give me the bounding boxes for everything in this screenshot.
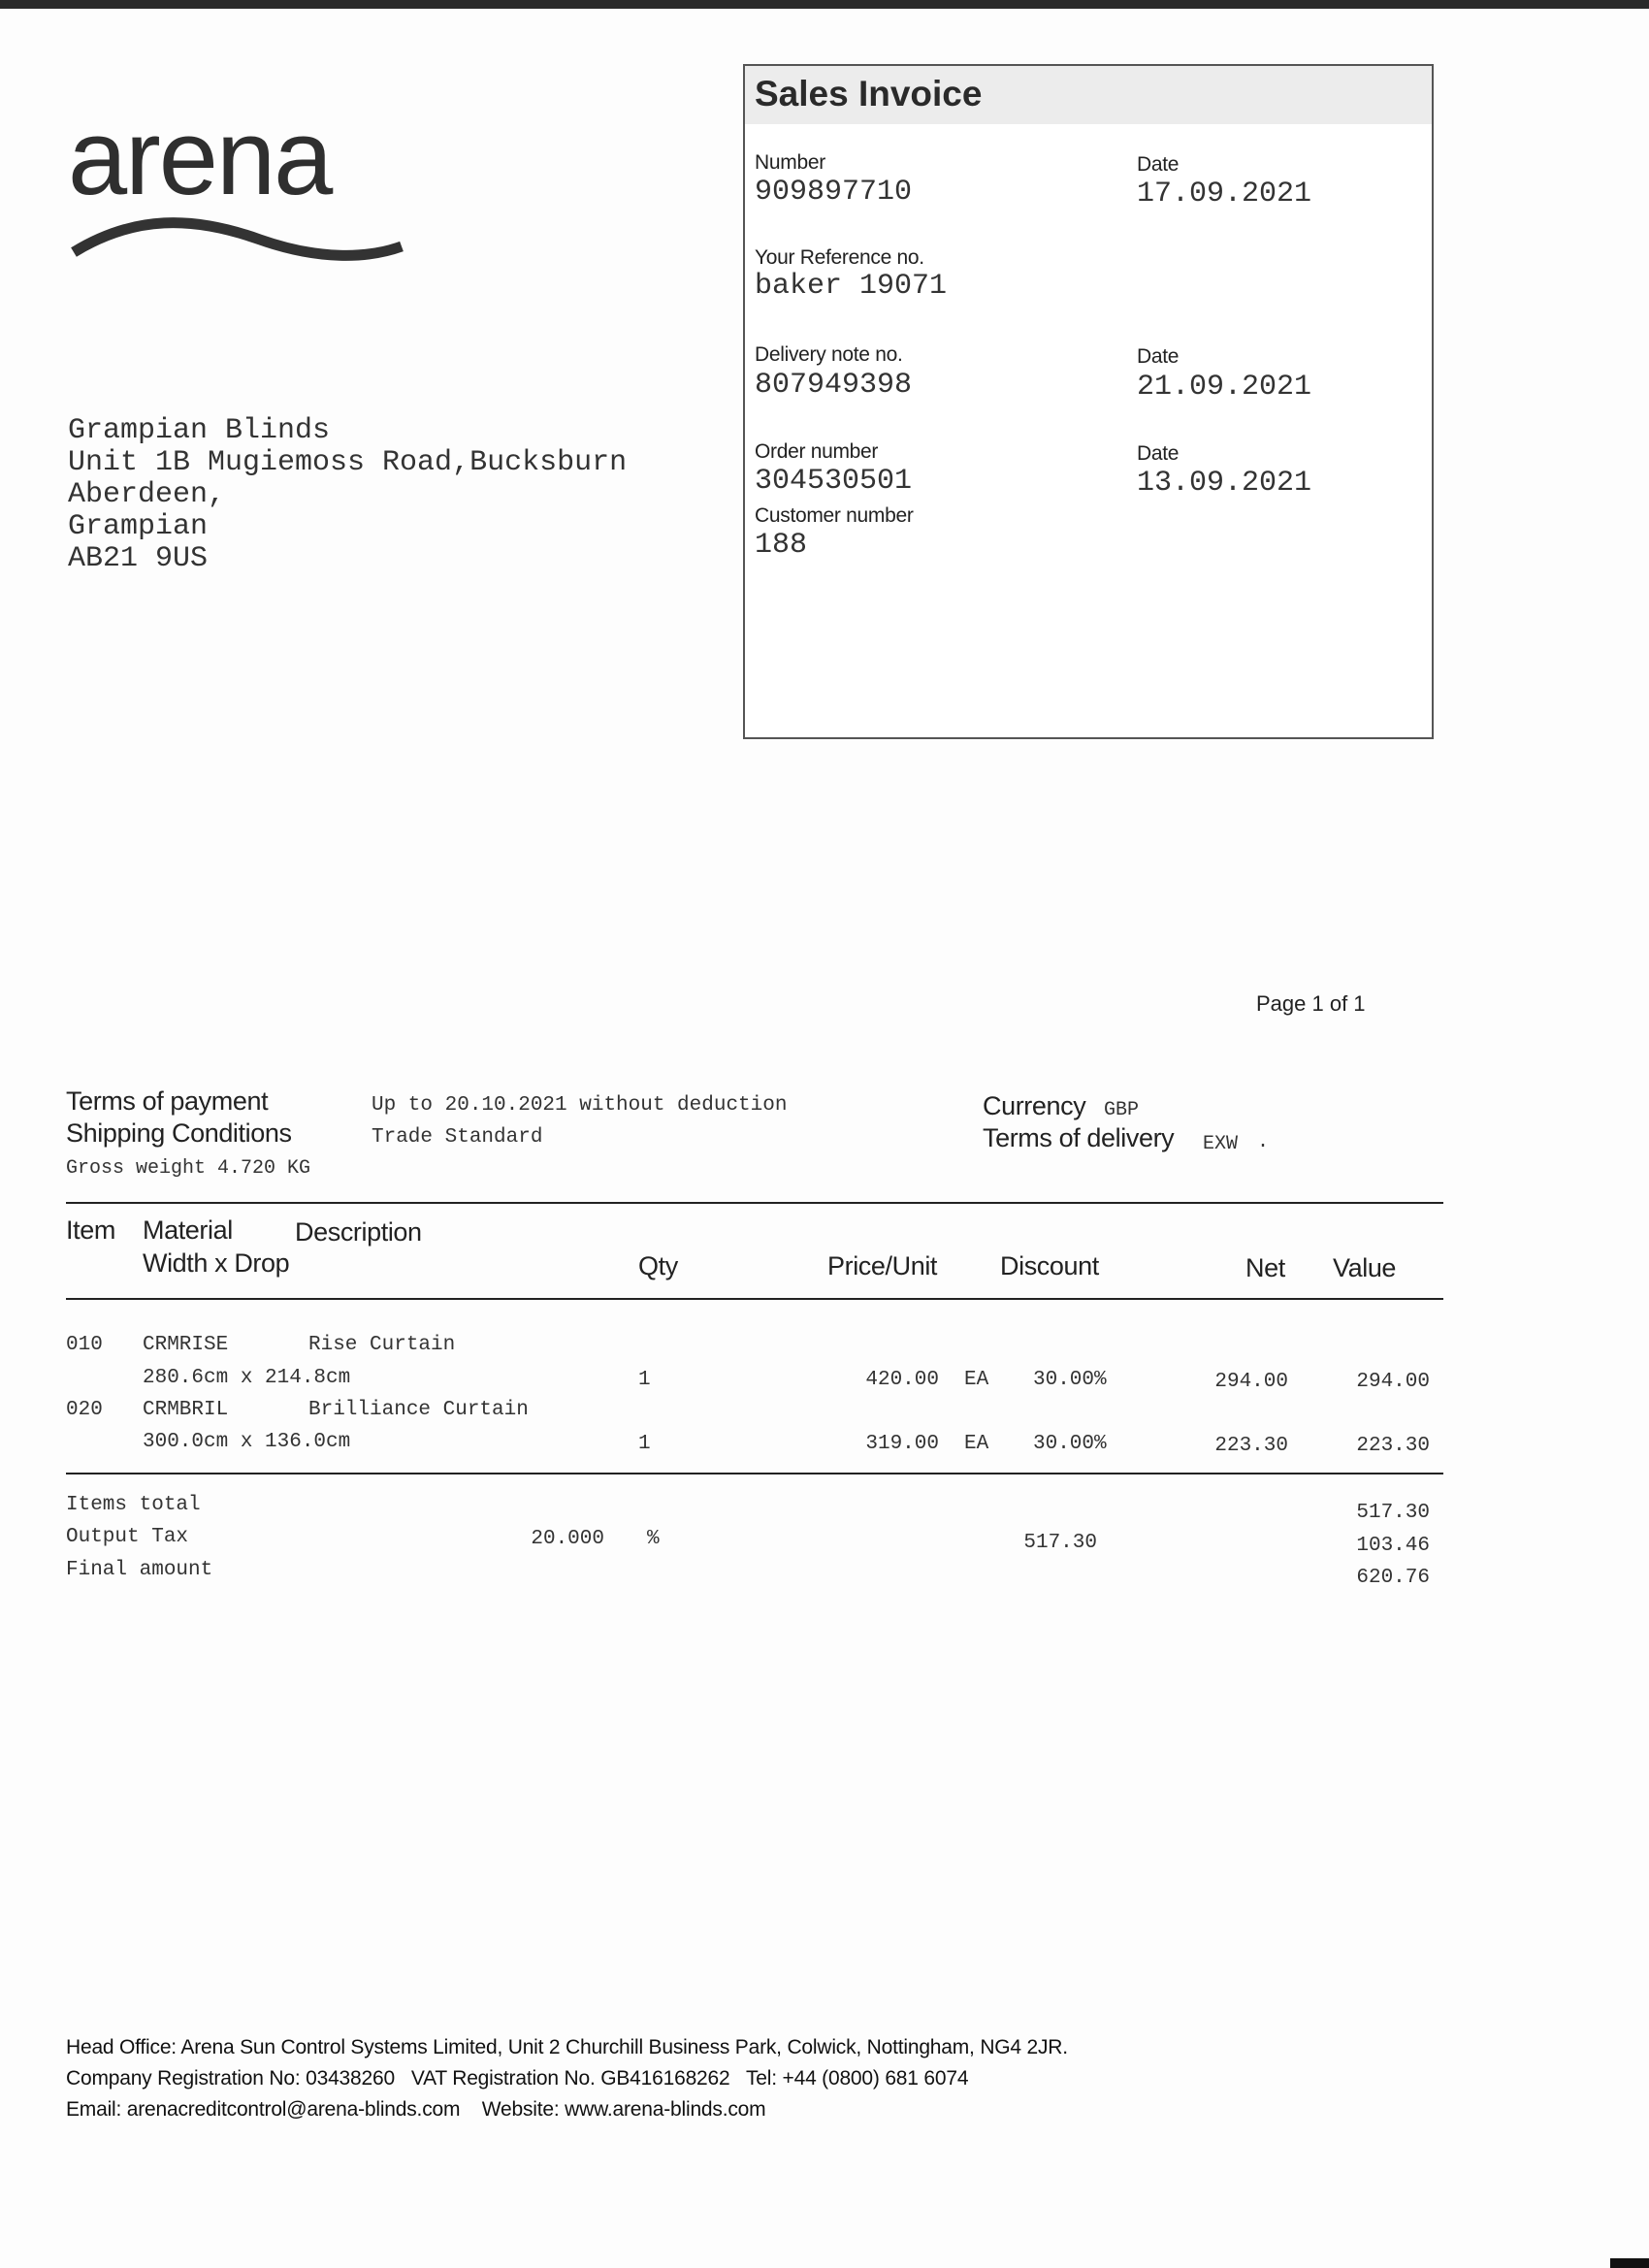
logo-text: arena [68,118,332,217]
row-item-number: 010 [66,1334,103,1356]
row-material: CRMRISE [143,1334,229,1356]
wave-logo-icon [74,223,402,256]
row-material: CRMBRIL [143,1399,229,1421]
invoice-box-header [745,66,1432,124]
final-amount-value: 620.76 [1356,1567,1430,1589]
row-unit: EA [964,1369,989,1391]
row-description: Brilliance Curtain [308,1399,529,1421]
footer-registration: Company Registration No: 03438260 VAT Registration No. GB416168262 Tel: +44 (0800) 681 6074 [66,2067,969,2090]
order-date: 13.09.2021 [1137,467,1312,500]
col-header-value: Value [1333,1253,1397,1282]
col-header-material: Material [143,1215,233,1245]
invoice-number: 909897710 [755,176,913,209]
output-tax-label: Output Tax [66,1526,189,1548]
delivery-date-label: Date [1137,345,1180,368]
recipient-line: AB21 9US [68,542,209,575]
col-header-width-drop: Width x Drop [143,1248,290,1278]
col-header-description: Description [295,1217,422,1247]
col-header-item: Item [66,1215,115,1245]
currency-value: GBP [1104,1099,1140,1121]
customer-number: 188 [755,529,808,562]
tax-percent-sign: % [647,1528,660,1550]
recipient-address [68,415,627,575]
delivery-date: 21.09.2021 [1137,371,1312,404]
shipping-conditions-value: Trade Standard [372,1126,543,1149]
order-number-label: Order number [755,440,879,463]
invoice-number-label: Number [755,151,825,174]
footer-head-office: Head Office: Arena Sun Control Systems Limited, Unit 2 Churchill Business Park, Colwick, Nottingham, NG4 2JR. [66,2036,1068,2058]
delivery-note-number: 807949398 [755,369,913,402]
delivery-terms-value: EXW [1203,1133,1239,1155]
row-net: 294.00 [1214,1371,1288,1393]
row-discount: 30.00% [1033,1433,1107,1455]
reference-label: Your Reference no. [755,246,924,269]
row-net: 223.30 [1214,1435,1288,1457]
scan-edge-corner [1610,2258,1649,2268]
final-amount-label: Final amount [66,1559,213,1581]
shipping-conditions-label: Shipping Conditions [66,1118,292,1148]
divider [66,1298,1443,1300]
col-header-net: Net [1245,1253,1285,1282]
row-dimensions: 300.0cm x 136.0cm [143,1431,351,1453]
gross-weight: Gross weight 4.720 KG [66,1157,311,1180]
row-price: 420.00 [865,1369,939,1391]
arena-logo [66,118,410,264]
tax-amount: 103.46 [1356,1535,1430,1557]
scan-edge-top [0,0,1649,9]
invoice-date: 17.09.2021 [1137,178,1312,211]
row-description: Rise Curtain [308,1334,456,1356]
col-header-price-unit: Price/Unit [827,1251,938,1280]
reference-number: baker 19071 [755,270,948,303]
row-unit: EA [964,1433,989,1455]
row-item-number: 020 [66,1399,103,1421]
col-header-qty: Qty [638,1251,678,1280]
delivery-note-label: Delivery note no. [755,343,903,366]
items-total-label: Items total [66,1494,201,1516]
delivery-terms-suffix: . [1257,1131,1270,1153]
tax-rate: 20.000 [531,1528,604,1550]
order-number: 304530501 [755,465,913,498]
tax-base: 517.30 [1023,1532,1097,1554]
items-total-value: 517.30 [1356,1502,1430,1524]
row-dimensions: 280.6cm x 214.8cm [143,1367,351,1389]
invoice-date-label: Date [1137,153,1180,176]
recipient-line: Unit 1B Mugiemoss Road,Bucksburn [68,446,628,479]
row-value: 294.00 [1356,1371,1430,1393]
invoice-details-box [743,64,1434,739]
order-date-label: Date [1137,442,1180,465]
footer-contact: Email: arenacreditcontrol@arena-blinds.com Website: www.arena-blinds.com [66,2098,766,2121]
col-header-discount: Discount [1000,1251,1099,1280]
row-qty: 1 [638,1369,651,1391]
invoice-title: Sales Invoice [755,74,983,113]
recipient-line: Aberdeen, [68,478,226,511]
page-indicator: Page 1 of 1 [1256,991,1366,1016]
customer-number-label: Customer number [755,504,914,527]
payment-terms-label: Terms of payment [66,1086,269,1116]
currency-label: Currency [983,1091,1086,1120]
row-price: 319.00 [865,1433,939,1455]
delivery-terms-label: Terms of delivery [983,1123,1175,1152]
row-qty: 1 [638,1433,651,1455]
row-discount: 30.00% [1033,1369,1107,1391]
recipient-line: Grampian Blinds [68,414,331,447]
payment-terms-value: Up to 20.10.2021 without deduction [372,1094,788,1117]
recipient-line: Grampian [68,510,209,543]
divider [66,1473,1443,1474]
row-value: 223.30 [1356,1435,1430,1457]
divider [66,1202,1443,1204]
